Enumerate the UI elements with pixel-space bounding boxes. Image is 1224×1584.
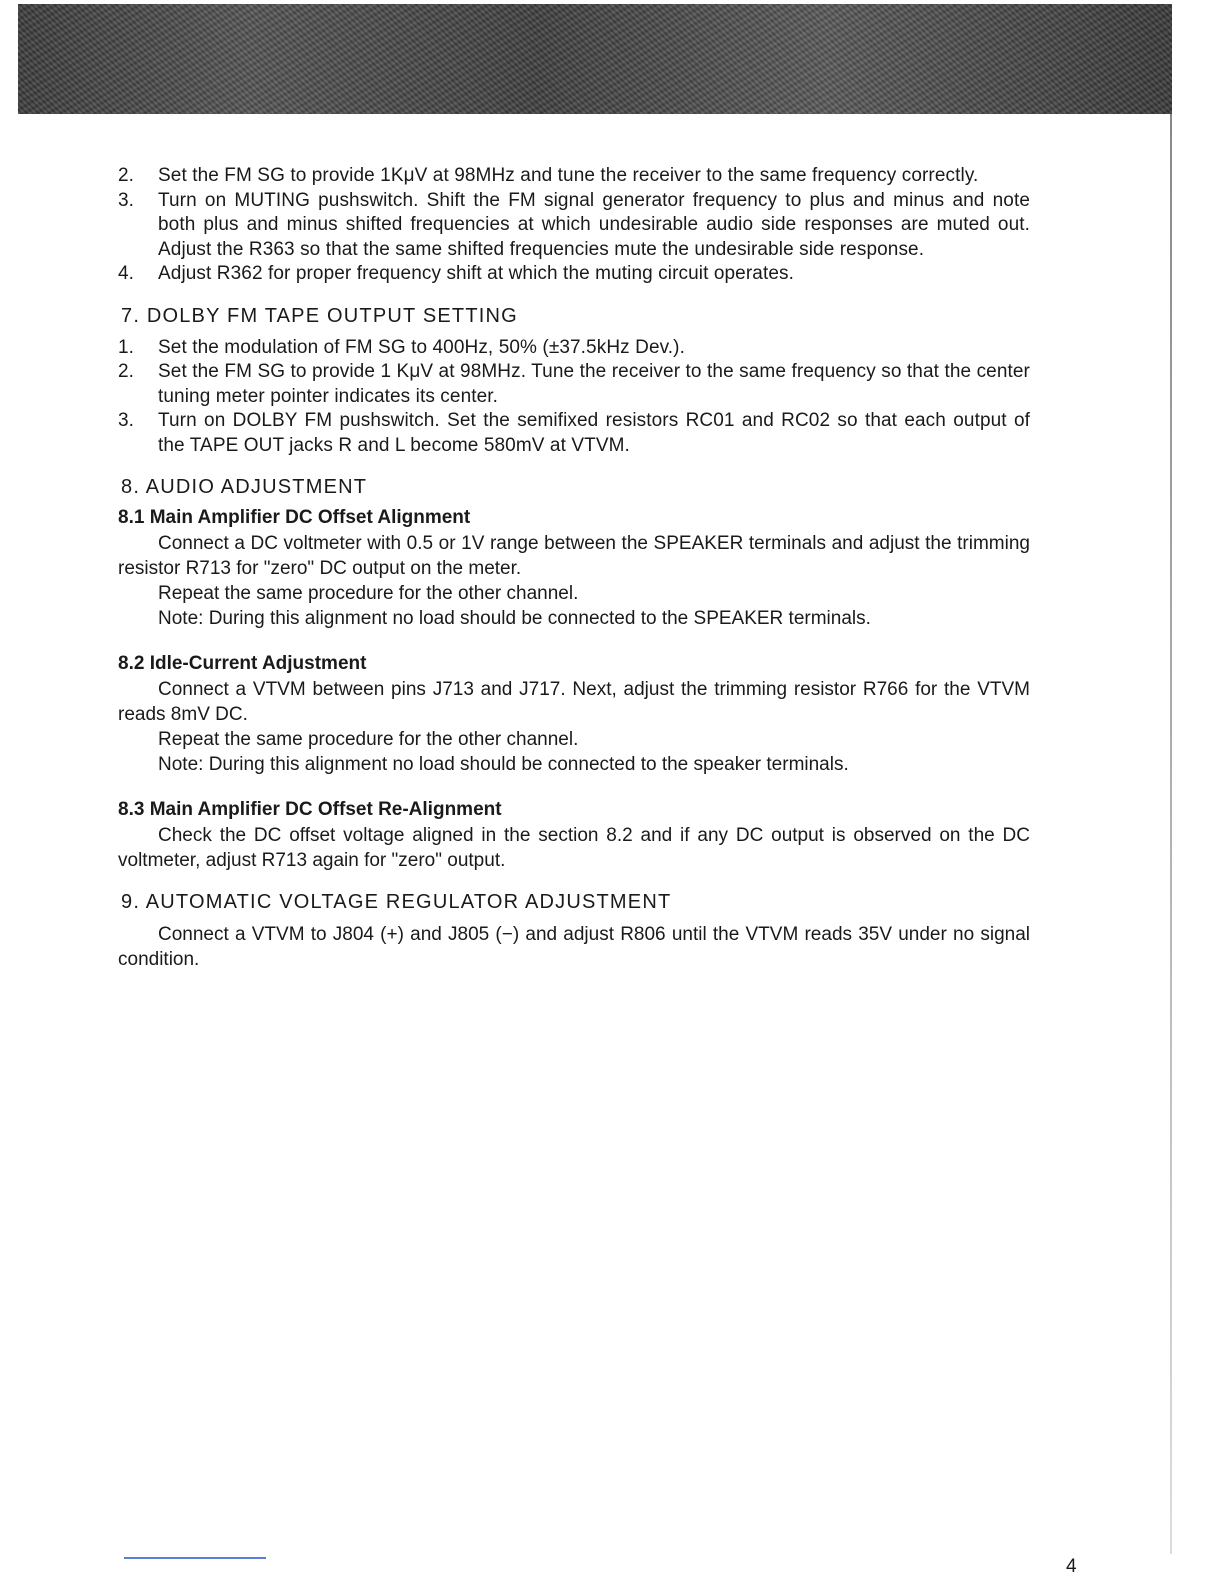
list-item: [118, 164, 1030, 189]
header-band: [18, 4, 1172, 114]
list-number: 3.: [118, 410, 135, 431]
subsection-8-3: [118, 799, 1030, 873]
subsection-8-1: [118, 507, 1030, 631]
document-body: [118, 164, 1030, 972]
subsection-heading: 8.3 Main Amplifier DC Offset Re-Alignment: [118, 799, 502, 820]
subsection-heading: 8.1 Main Amplifier DC Offset Alignment: [118, 507, 471, 528]
list-number: 2.: [118, 361, 135, 382]
paragraph: Repeat the same procedure for the other channel.: [158, 583, 579, 604]
subsection-heading: 8.2 Idle-Current Adjustment: [118, 653, 367, 674]
list-text: Turn on DOLBY FM pushswitch. Set the semifixed resistors RC01 and RC02 so that each output of the TAPE OUT jacks R and L become 580mV at VTVM.: [158, 410, 1030, 456]
note-paragraph: Note: During this alignment no load should be connected to the SPEAKER terminals.: [158, 608, 871, 629]
section-8-heading: 8. AUDIO ADJUSTMENT: [121, 476, 368, 498]
list-number: 1.: [118, 336, 135, 358]
list-item: [118, 262, 1030, 287]
section-9-heading: 9. AUTOMATIC VOLTAGE REGULATOR ADJUSTMENT: [121, 891, 672, 913]
list-number: 2.: [118, 165, 135, 186]
note-paragraph: Note: During this alignment no load should be connected to the speaker terminals.: [158, 754, 849, 775]
paragraph: Connect a DC voltmeter with 0.5 or 1V range between the SPEAKER terminals and adjust the trimming resistor R713 for "zero" DC output on the meter.: [118, 533, 1030, 579]
list-text: Set the modulation of FM SG to 400Hz, 50% (±37.5kHz Dev.).: [158, 336, 685, 358]
paragraph: Connect a VTVM to J804 (+) and J805 (−) and adjust R806 until the VTVM reads 35V under no signal condition.: [118, 924, 1030, 970]
paragraph: Check the DC offset voltage aligned in the section 8.2 and if any DC output is observed on the DC voltmeter, adjust R713 again for "zero" output.: [118, 825, 1030, 871]
list-text: Set the FM SG to provide 1KμV at 98MHz and tune the receiver to the same frequency correctly.: [158, 165, 979, 186]
section-7-heading: 7. DOLBY FM TAPE OUTPUT SETTING: [121, 304, 518, 327]
list-text: Adjust R362 for proper frequency shift at which the muting circuit operates.: [158, 263, 794, 284]
page-number: 4: [1066, 1556, 1077, 1577]
footer-rule: [124, 1557, 266, 1559]
list-item: [118, 336, 1030, 361]
list-text: Set the FM SG to provide 1 KμV at 98MHz. Tune the receiver to the same frequency so that the center tuning meter pointer indicates its center.: [158, 361, 1030, 407]
list-item: [118, 409, 1030, 458]
list-item: [118, 360, 1030, 409]
paragraph: Repeat the same procedure for the other channel.: [158, 729, 579, 750]
list-item: [118, 189, 1030, 263]
list-number: 4.: [118, 263, 135, 284]
subsection-8-2: [118, 653, 1030, 777]
list-text: Turn on MUTING pushswitch. Shift the FM signal generator frequency to plus and minus and note both plus and minus shifted frequencies at which undesirable audio side responses are muted out. Adjust the R363 so that the same shifted frequencies mute the undesirable side response.: [158, 189, 1030, 260]
page-edge: [1170, 114, 1172, 1554]
list-number: 3.: [118, 189, 135, 211]
paragraph: Connect a VTVM between pins J713 and J717. Next, adjust the trimming resistor R766 for the VTVM reads 8mV DC.: [118, 679, 1030, 725]
